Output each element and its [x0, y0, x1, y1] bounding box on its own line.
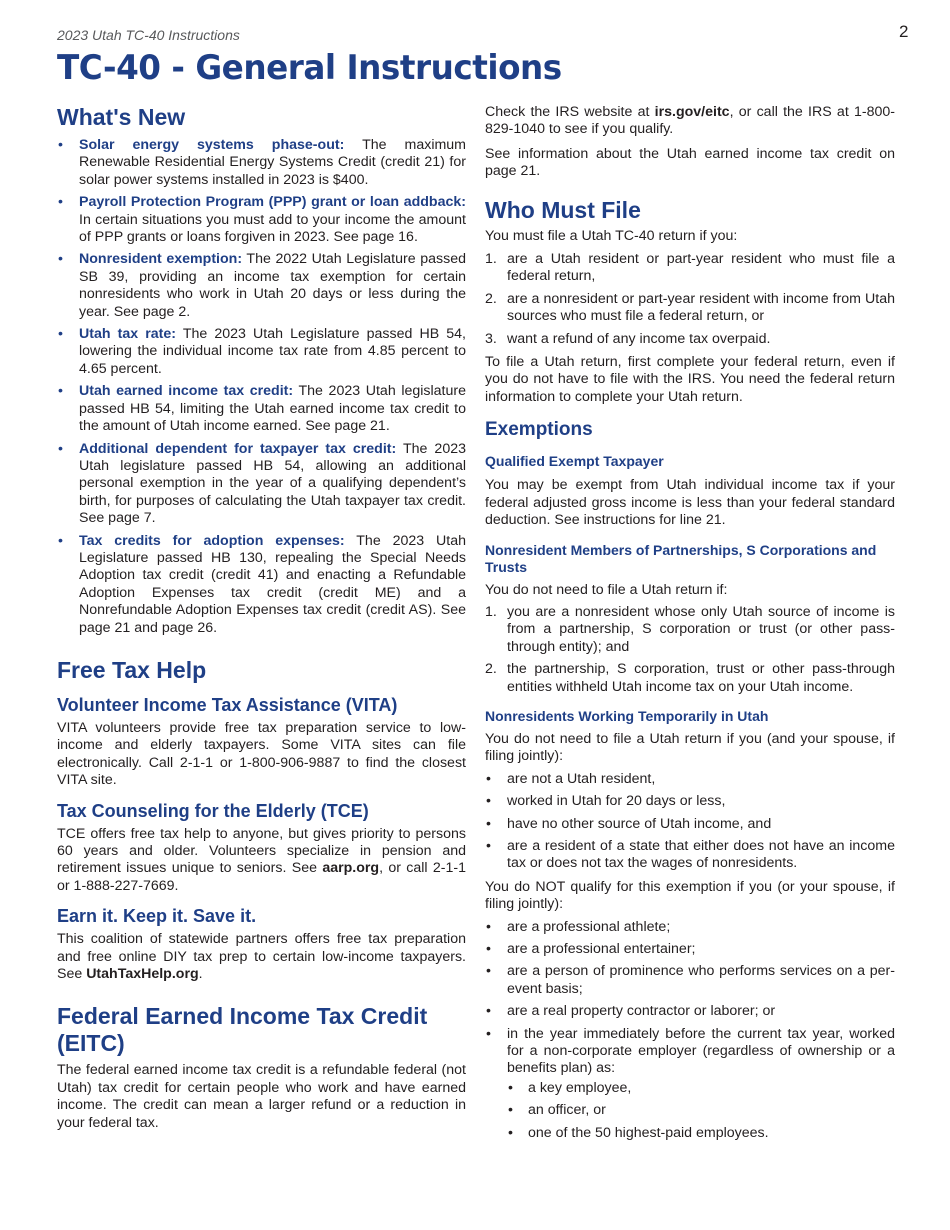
item-text: The 2023 Utah Legislature passed HB 130, repealing the Special Needs Adoption tax credit (credit 41) and enacting a Refundable Adoption Expenses tax credit (credit ME) and a Nonrefundable Adoption Expenses tax credit (credit AS). See page 21 and page 26.	[79, 532, 466, 636]
eitc-section	[57, 1003, 466, 1132]
earn-text	[57, 931, 466, 983]
temporary-intro: You do not need to file a Utah return if you (and your spouse, if filing jointly):	[485, 730, 895, 765]
irs-eitc-link[interactable]: irs.gov/eitc	[654, 104, 730, 120]
not-qualify-list	[485, 919, 895, 1142]
free-tax-help-section	[57, 657, 466, 983]
bullet-text: in the year immediately before the current tax year, worked for a non-corporate employer (regardless of ownership or a benefits plan) as:	[507, 1025, 895, 1077]
who-must-file-list	[485, 251, 895, 348]
item-text: the partnership, S corporation, trust or other pass-through entities withheld Utah income tax on your Utah income.	[507, 661, 895, 695]
item-lead: Utah tax rate:	[79, 326, 176, 343]
item-text: you are a nonresident whose only Utah source of income is from a partnership, S corporation or trust (or other pass-through entity); and	[507, 603, 895, 655]
utahtaxhelp-link[interactable]: UtahTaxHelp.org	[86, 966, 199, 983]
whats-new-item	[57, 533, 466, 637]
item-text: In certain situations you must add to your income the amount of PPP grants or loans forgiven in 2023. See page 16.	[79, 211, 466, 246]
bullet-item	[485, 1026, 895, 1142]
item-number: 1.	[485, 603, 497, 620]
tce-text-before: TCE offers free tax help to anyone, but gives priority to persons 60 years and older. Volunteers specialize in pension and retirement issues unique to seniors. See	[57, 825, 466, 877]
item-lead: Nonresident exemption:	[79, 251, 243, 268]
item-text: The 2023 Utah Legislature passed HB 54, lowering the individual income tax rate from 4.85 percent to 4.65 percent.	[79, 326, 466, 377]
bullet-item: • are a professional athlete;	[485, 919, 895, 936]
eitc-check-before: Check the IRS website at	[485, 104, 655, 120]
temporary-heading: Nonresidents Working Temporarily in Utah	[485, 707, 769, 724]
whats-new-item	[57, 251, 466, 321]
whats-new-heading: What's New	[57, 104, 186, 130]
earn-text-before: This coalition of statewide partners offers free tax preparation and free online DIY tax prep to certain low-income taxpayers. See	[57, 931, 466, 983]
vita-heading: Volunteer Income Tax Assistance (VITA)	[57, 694, 398, 715]
partnerships-intro: You do not need to file a Utah return if:	[485, 581, 728, 598]
whats-new-item	[57, 137, 466, 189]
page-number: 2	[899, 22, 909, 41]
item-text: The 2023 Utah legislature passed HB 54, limiting the Utah earned income tax credit to the amount of Utah income earned. See page 21.	[79, 383, 467, 435]
aarp-link[interactable]: aarp.org	[322, 860, 380, 877]
numbered-item	[485, 604, 895, 656]
item-text: The 2022 Utah Legislature passed SB 39, providing an income tax exemption for certain nonresidents who work in Utah 20 days or less during the year. See page 2.	[79, 251, 466, 320]
page-title: TC-40 - General Instructions	[57, 48, 562, 88]
eitc-check-after: , or call the IRS at 1-800-829-1040 to see if you qualify.	[485, 104, 895, 138]
qualified-exempt-heading: Qualified Exempt Taxpayer	[485, 453, 664, 470]
exemptions-section	[485, 418, 895, 1142]
eitc-text: The federal earned income tax credit is a refundable federal (not Utah) tax credit for certain people who work and have earned income. The credit can mean a larger refund or a reduction in your federal tax.	[57, 1062, 466, 1131]
exemptions-heading: Exemptions	[485, 419, 593, 441]
eitc-heading: Federal Earned Income Tax Credit (EITC)	[57, 1003, 428, 1057]
bullet-item: • are a person of prominence who performs services on a per-event basis;	[485, 963, 895, 998]
numbered-item	[485, 291, 895, 326]
item-lead: Tax credits for adoption expenses:	[79, 532, 345, 549]
not-qualify-intro: You do NOT qualify for this exemption if you (or your spouse, if filing jointly):	[485, 878, 895, 913]
item-lead: Solar energy systems phase-out:	[79, 137, 345, 153]
numbered-item	[485, 251, 895, 286]
item-text: The maximum Renewable Residential Energy Systems Credit (credit 21) for solar power systems installed in 2023 is $400.	[79, 137, 467, 188]
qualified-exempt-text: You may be exempt from Utah individual income tax if your federal adjusted gross income is less than your federal standard deduction. See instructions for line 21.	[485, 477, 895, 529]
item-text: are a nonresident or part-year resident with income from Utah sources who must file a federal return, or	[507, 290, 895, 325]
item-text: want a refund of any income tax overpaid.	[507, 330, 771, 347]
item-lead: Utah earned income tax credit:	[79, 383, 294, 400]
item-number: 1.	[485, 251, 497, 268]
partnerships-list	[485, 604, 895, 696]
who-must-file-heading: Who Must File	[485, 196, 641, 223]
who-must-file-intro: You must file a Utah TC-40 return if you:	[485, 227, 738, 244]
item-number: 3.	[485, 330, 497, 347]
whats-new-item	[57, 194, 466, 246]
temporary-list	[485, 771, 895, 873]
whats-new-item	[57, 383, 466, 435]
bullet-item: • are not a Utah resident,	[485, 771, 895, 788]
sub-bullet-list	[507, 1080, 895, 1142]
item-lead: Payroll Protection Program (PPP) grant or loan addback:	[79, 194, 466, 211]
earn-text-after: .	[198, 966, 203, 983]
eitc-check-text	[485, 104, 895, 139]
tce-text	[57, 826, 466, 896]
sub-bullet-item: • a key employee,	[507, 1080, 895, 1097]
who-must-file-section	[485, 197, 895, 407]
item-number: 2.	[485, 290, 497, 307]
vita-text: VITA volunteers provide free tax preparation service to low-income and elderly taxpayers. Some VITA sites can file electronically. Call 2-1-1 or 1-800-906-9887 to find the closest VITA site.	[57, 719, 466, 789]
sub-bullet-item: • an officer, or	[507, 1102, 895, 1119]
item-number: 2.	[485, 661, 497, 678]
earn-heading: Earn it. Keep it. Save it.	[57, 906, 257, 927]
bullet-item: • are a real property contractor or laborer; or	[485, 1003, 895, 1020]
bullet-item: • have no other source of Utah income, and	[485, 816, 895, 833]
item-text: are a Utah resident or part-year resident who must file a federal return,	[507, 251, 895, 285]
whats-new-list	[57, 137, 466, 637]
right-column	[485, 104, 895, 1142]
whats-new-section	[57, 104, 466, 637]
item-lead: Additional dependent for taxpayer tax credit:	[79, 440, 397, 457]
eitc-utah-info: See information about the Utah earned income tax credit on page 21.	[485, 145, 895, 180]
left-column	[57, 104, 466, 1132]
running-header: 2023 Utah TC-40 Instructions	[57, 27, 240, 43]
bullet-item: • are a resident of a state that either does not have an income tax or does not tax the wages of nonresidents.	[485, 838, 895, 873]
numbered-item	[485, 331, 895, 348]
bullet-item: • are a professional entertainer;	[485, 941, 895, 958]
whats-new-item	[57, 326, 466, 378]
bullet-item: • worked in Utah for 20 days or less,	[485, 793, 895, 810]
tce-text-after: , or call 2-1-1 or 1-888-227-7669.	[57, 860, 466, 894]
partnerships-heading: Nonresident Members of Partnerships, S Corporations and Trusts	[485, 541, 877, 575]
free-tax-help-heading: Free Tax Help	[57, 656, 207, 683]
sub-bullet-item: • one of the 50 highest-paid employees.	[507, 1125, 895, 1142]
tce-heading: Tax Counseling for the Elderly (TCE)	[57, 800, 369, 821]
who-must-file-followup: To file a Utah return, first complete your federal return, even if you do not have to file with the IRS. You need the federal return information to complete your Utah return.	[485, 354, 895, 405]
whats-new-item	[57, 441, 466, 528]
numbered-item	[485, 661, 895, 696]
item-text: The 2023 Utah legislature passed HB 54, allowing an additional personal exemption in the year of a qualifying dependent’s birth, for purposes of calculating the Utah taxpayer tax credit. See page 7.	[79, 440, 466, 527]
